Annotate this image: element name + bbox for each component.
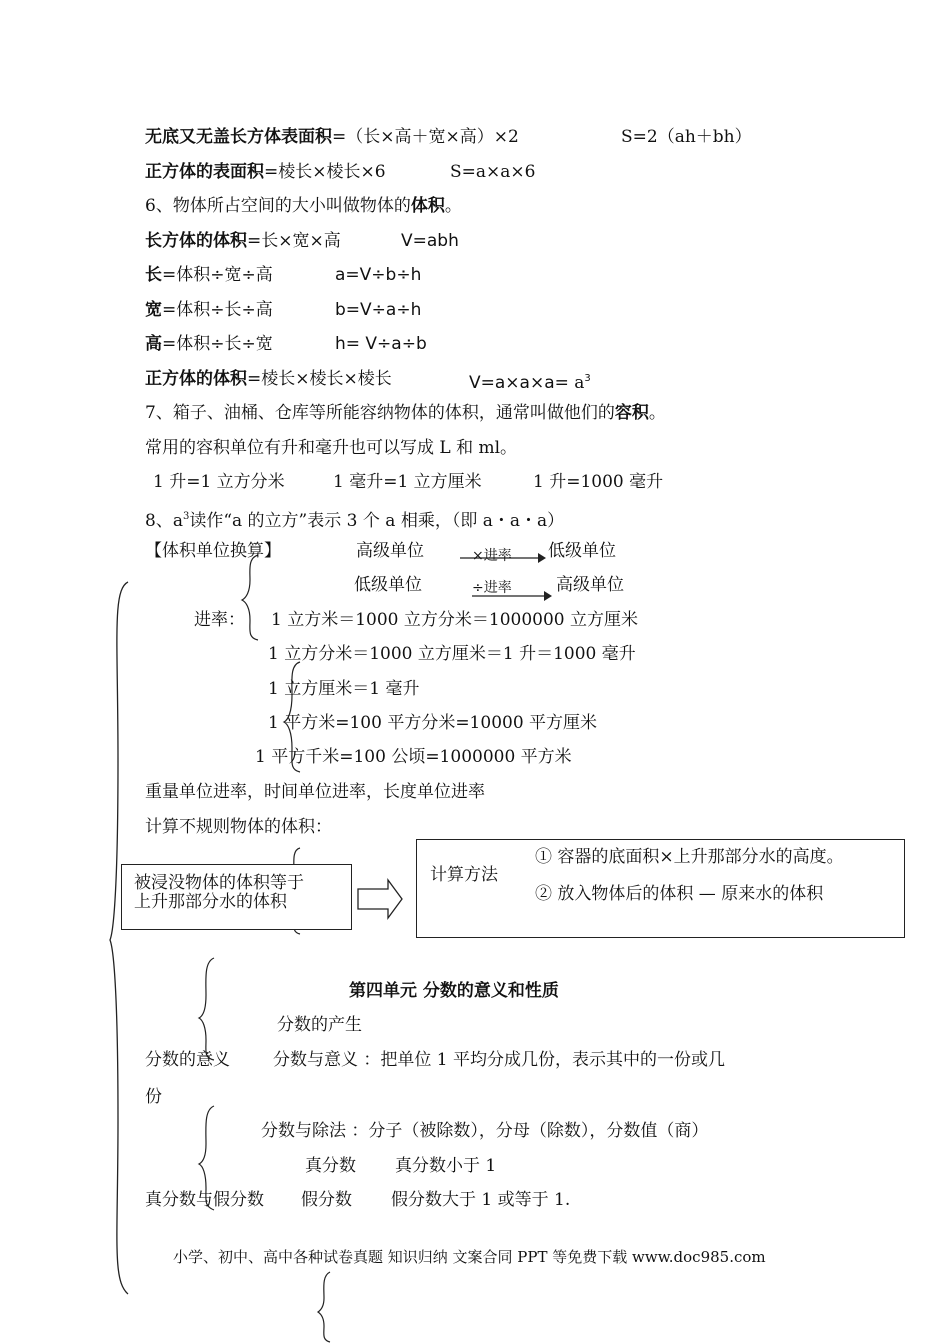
conversion-row1-arrow-label: ×进率 bbox=[472, 548, 512, 564]
proper-fraction-text: 真分数小于 1 bbox=[395, 1156, 497, 1176]
rate-label: 进率： bbox=[194, 610, 245, 630]
conversion-row2-to: 高级单位 bbox=[556, 575, 624, 595]
method-1: ① 容器的底面积×上升那部分水的高度。 bbox=[535, 847, 844, 867]
line-width-formula: 宽=体积÷长÷高 b=V÷a÷h bbox=[145, 300, 422, 320]
line-capacity-definition: 7、箱子、油桶、仓库等所能容纳物体的体积，通常叫做他们的容积。 bbox=[145, 403, 666, 423]
irregular-title: 计算不规则物体的体积： bbox=[145, 817, 332, 837]
conversion-row2-arrow-label: ÷进率 bbox=[472, 580, 512, 596]
fraction-meaning-label: 分数的意义 bbox=[145, 1050, 230, 1070]
rate-line: 1 平方千米=100 公顷=1000000 平方米 bbox=[255, 747, 572, 767]
rate-line: 1 立方分米＝1000 立方厘米＝1 升＝1000 毫升 bbox=[268, 644, 636, 664]
conversion-row1-from: 高级单位 bbox=[356, 541, 424, 561]
rate-line: 1 立方厘米＝1 毫升 bbox=[268, 679, 420, 699]
method-2: ② 放入物体后的体积 — 原来水的体积 bbox=[535, 884, 824, 904]
line-cuboid-volume: 长方体的体积=长×宽×高 V=abh bbox=[145, 231, 459, 251]
line-cube-surface-area: 正方体的表面积=棱长×棱长×6 S=a×a×6 bbox=[145, 162, 536, 182]
calculation-method-box bbox=[416, 839, 905, 938]
unit4-title: 第四单元 分数的意义和性质 bbox=[349, 981, 559, 1001]
arrow-head-1-icon bbox=[538, 553, 546, 563]
line-unit-equivalences: 1 升=1 立方分米 1 毫升=1 立方厘米 1 升=1000 毫升 bbox=[153, 472, 664, 492]
method-label: 计算方法 bbox=[430, 865, 498, 885]
line-cube-volume: 正方体的体积=棱长×棱长×棱长 $V=a\times a\times a= a^3$ bbox=[145, 369, 591, 393]
line-cube-notation: 8、$a^3$读作“a 的立方”表示 3 个 a 相乘，（即 a・a・a） bbox=[145, 511, 565, 531]
other-rates: 重量单位进率，时间单位进率，长度单位进率 bbox=[145, 782, 485, 802]
fraction-meaning-wrap: 份 bbox=[145, 1087, 162, 1107]
conversion-heading: 【体积单位换算】 bbox=[145, 541, 281, 561]
fraction-meaning-text: 分数与意义 ：把单位 1 平均分成几份，表示其中的一份或几 bbox=[273, 1050, 726, 1070]
submerged-line-2: 上升那部分水的体积 bbox=[134, 892, 287, 912]
submerged-volume-box bbox=[121, 864, 352, 930]
line-capacity-units: 常用的容积单位有升和毫升也可以写成 L 和 ml。 bbox=[145, 438, 518, 458]
hollow-arrow-icon bbox=[358, 880, 402, 918]
footer-text: 小学、初中、高中各种试卷真题 知识归纳 文案合同 PPT 等免费下载 www.doc985.com bbox=[173, 1248, 766, 1266]
fraction-division: 分数与除法 ：分子（被除数），分母（除数），分数值（商） bbox=[261, 1121, 709, 1141]
conversion-row1-to: 低级单位 bbox=[548, 541, 616, 561]
arrow-head-2-icon bbox=[544, 591, 552, 601]
large-brace-icon bbox=[110, 582, 128, 1294]
submerged-line-1: 被浸没物体的体积等于 bbox=[134, 873, 304, 893]
line-height-formula: 高=体积÷长÷宽 h= V÷a÷b bbox=[145, 334, 427, 354]
proper-improper-label: 真分数与假分数 bbox=[145, 1190, 264, 1210]
improper-fraction-text: 假分数大于 1 或等于 1. bbox=[391, 1190, 571, 1210]
rate-line: 1 立方米＝1000 立方分米＝1000000 立方厘米 bbox=[271, 610, 639, 630]
fraction-origin: 分数的产生 bbox=[277, 1015, 362, 1035]
line-box-no-lid-area: 无底又无盖长方体表面积=（长×高＋宽×高）×2 S=2（ah＋bh） bbox=[145, 127, 752, 147]
rate-line: 1 平方米=100 平方分米=10000 平方厘米 bbox=[268, 713, 598, 733]
brace-unit4-icon bbox=[199, 958, 214, 1060]
line-volume-definition: 6、物体所占空间的大小叫做物体的体积。 bbox=[145, 196, 462, 216]
brace-bottom-icon bbox=[318, 1272, 330, 1342]
proper-fraction-label: 真分数 bbox=[305, 1156, 356, 1176]
improper-fraction-label: 假分数 bbox=[301, 1190, 352, 1210]
line-length-formula: 长=体积÷宽÷高 a=V÷b÷h bbox=[145, 265, 422, 285]
conversion-row2-from: 低级单位 bbox=[354, 575, 422, 595]
